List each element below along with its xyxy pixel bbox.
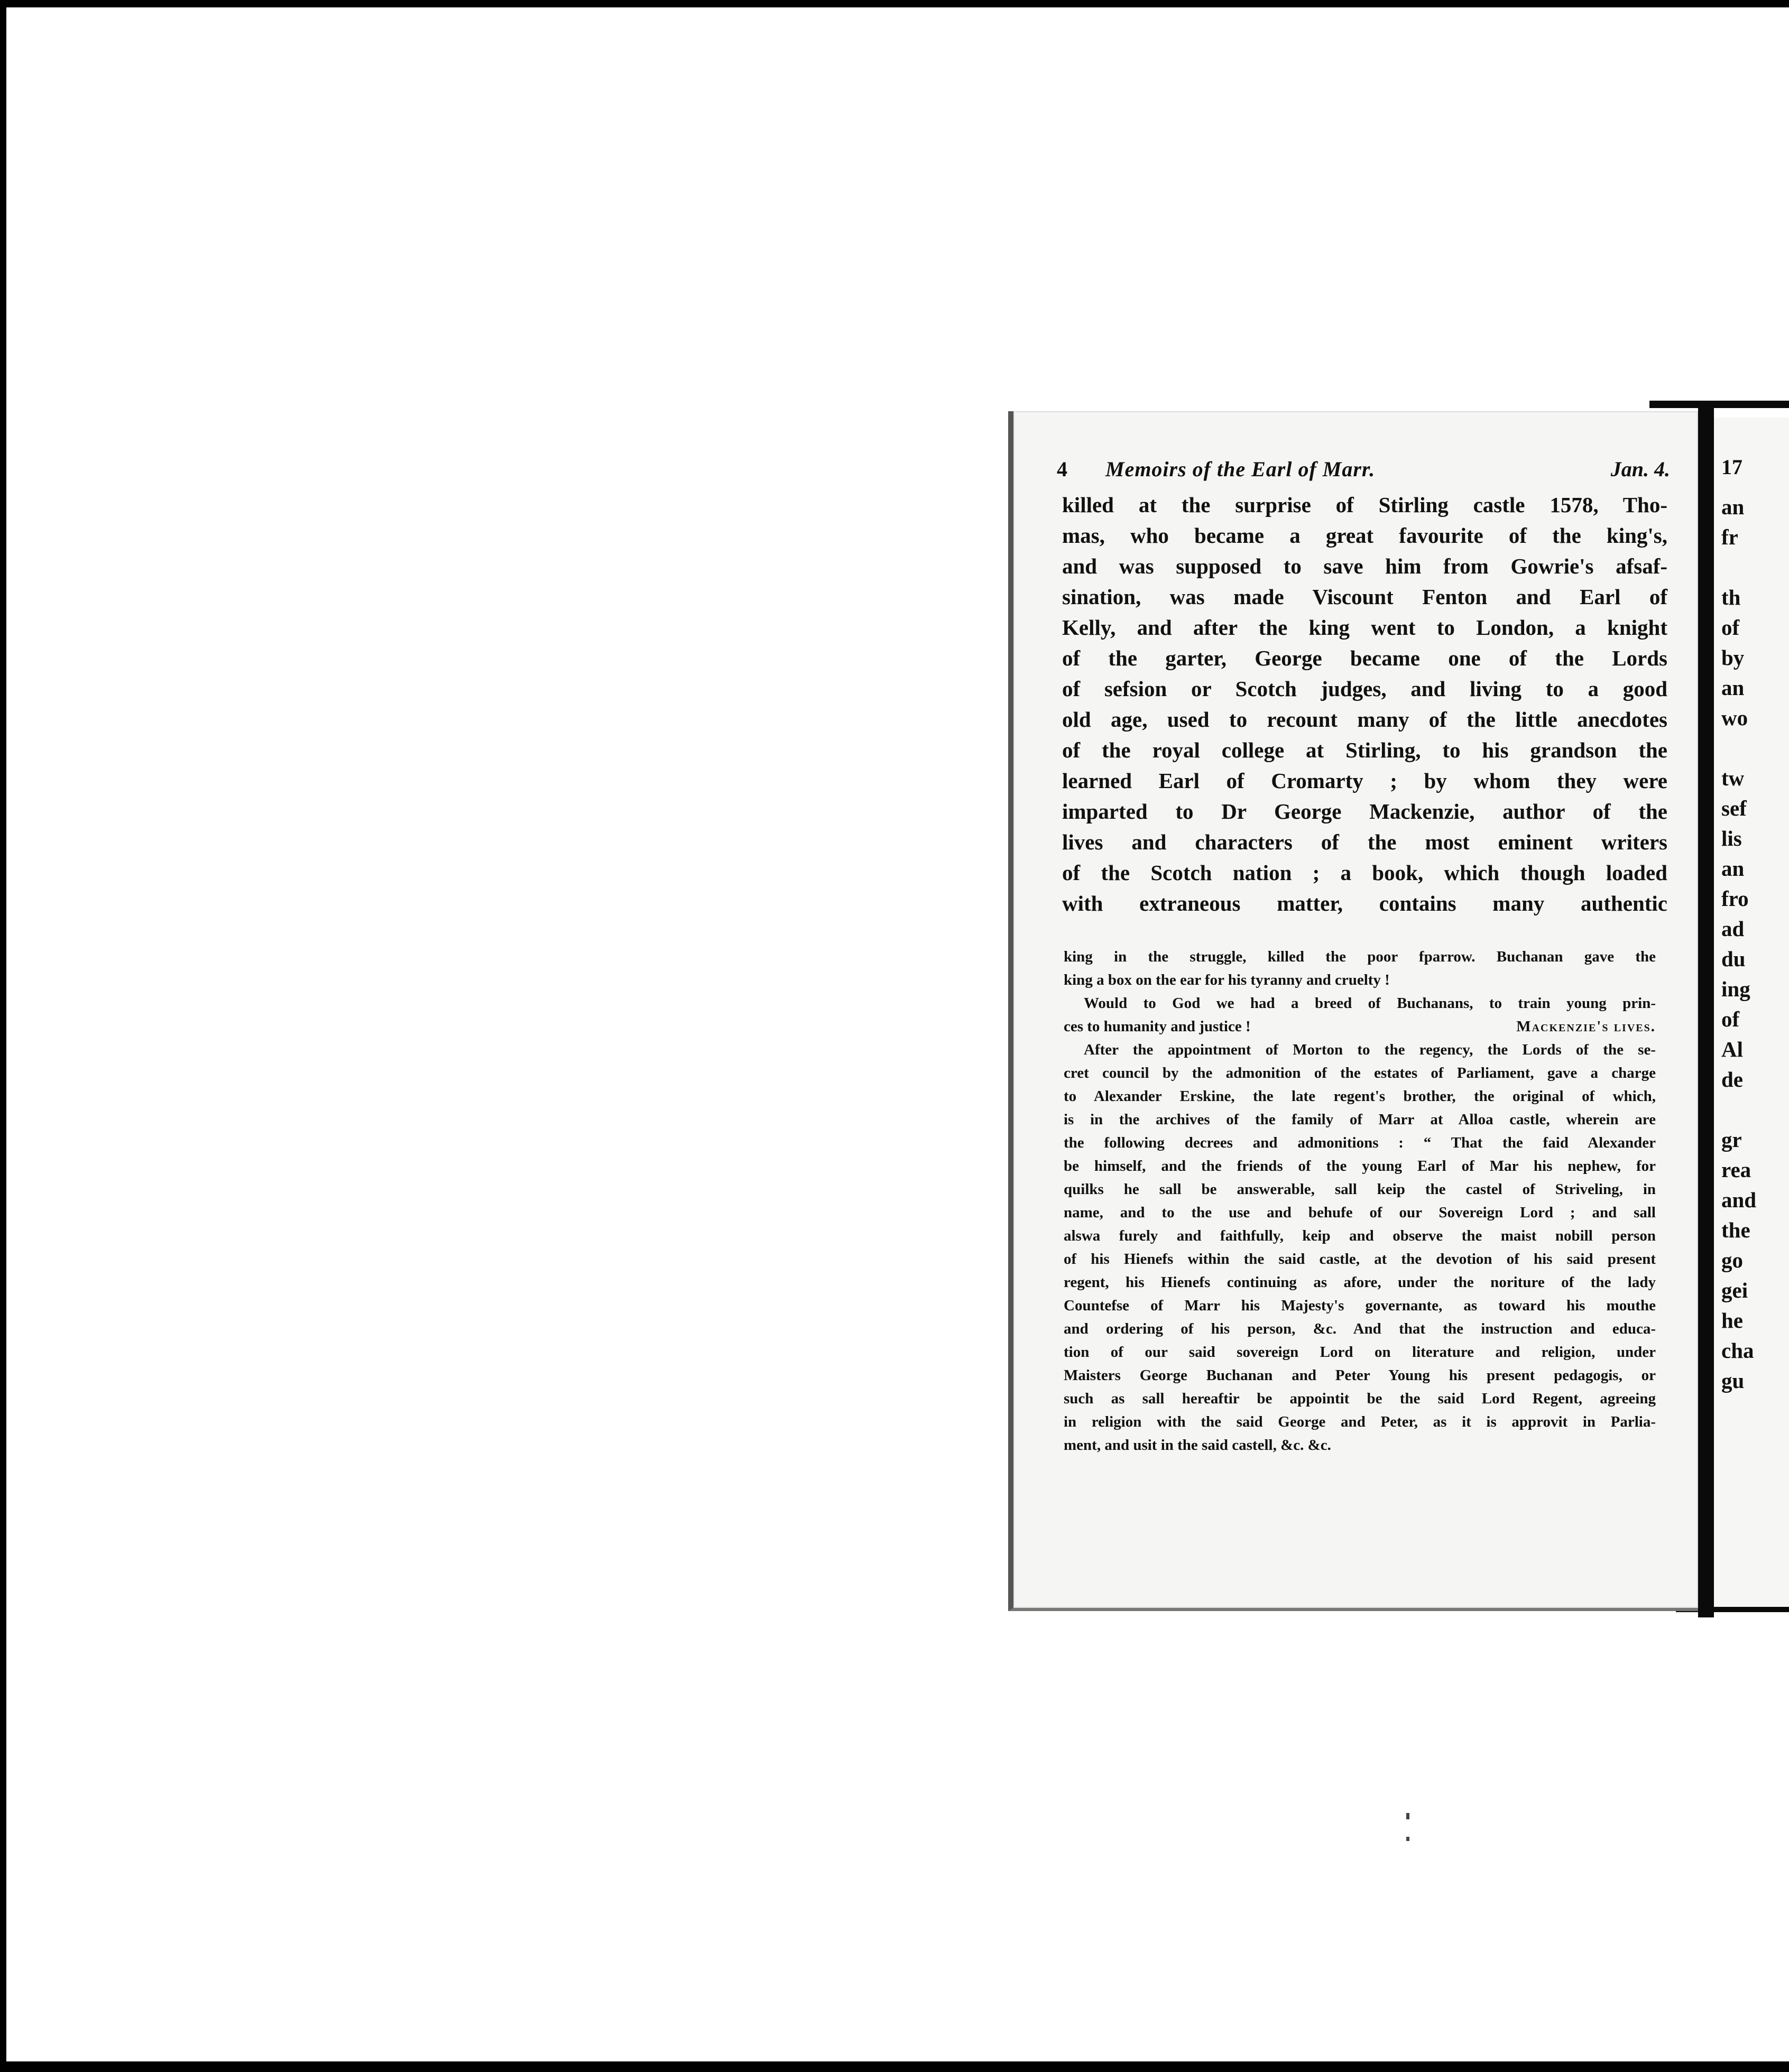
body-line: of the royal college at Stirling, to his grandson the [1062,738,1667,762]
note-line: and ordering of his person, &c. And that the instruction and educa- [1064,1320,1656,1337]
right-page-line: rea [1721,1158,1751,1182]
note-line: cret council by the admonition of the estates of Parliament, gave a charge [1064,1065,1656,1081]
note-line: king in the struggle, killed the poor fparrow. Buchanan gave the [1064,948,1656,965]
note-line: Would to God we had a breed of Buchanans, to train young prin- [1084,995,1656,1012]
running-title: Memoirs of the Earl of Marr. [1105,457,1376,481]
right-page-line: an [1721,676,1745,700]
body-line: of the garter, George became one of the Lords [1062,646,1667,670]
note-line: be himself, and the friends of the young Earl of Mar his nephew, for [1064,1158,1656,1174]
note-line: ment, and usit in the said castell, &c. &c. [1064,1437,1331,1454]
note-line: Countefse of Marr his Majesty's governante, as toward his mouthe [1064,1297,1656,1314]
book-spine [1698,402,1714,1617]
right-page-line: he [1721,1308,1743,1333]
note-line: regent, his Hienefs continuing as afore, under the noriture of the lady [1064,1274,1656,1291]
right-page-line: lis [1721,826,1742,850]
right-page-line: and [1721,1188,1757,1212]
right-page-line: Al [1721,1037,1743,1061]
note-line: alswa furely and faithfully, keip and observe the maist nobill person [1064,1227,1656,1244]
note-line: in religion with the said George and Peter, as it is approvit in Parlia- [1064,1413,1656,1430]
scan-border-bottom [0,2061,1789,2072]
right-page-line: du [1721,947,1746,971]
right-page-line: ing [1721,977,1750,1001]
right-page-line: the [1721,1218,1750,1242]
body-line: lives and characters of the most eminent writers [1062,830,1667,854]
body-line: of the Scotch nation ; a book, which though loaded [1062,861,1667,885]
right-page-line: gei [1721,1278,1748,1302]
body-line: mas, who became a great favourite of the king's, [1062,523,1667,548]
note-line: After the appointment of Morton to the regency, the Lords of the se- [1084,1041,1656,1058]
body-line: learned Earl of Cromarty ; by whom they were [1062,769,1667,793]
body-line: and was supposed to save him from Gowrie's afsaf- [1062,554,1667,578]
right-page-line: gu [1721,1368,1745,1393]
right-page-line: cha [1721,1338,1754,1363]
note-line: to Alexander Erskine, the late regent's brother, the original of which, [1064,1088,1656,1105]
right-page-line: de [1721,1067,1743,1092]
body-line: sination, was made Viscount Fenton and Earl of [1062,585,1667,609]
note-line: tion of our said sovereign Lord on literature and religion, under [1064,1344,1656,1361]
right-page-line: gr [1721,1127,1742,1152]
right-page-line: ad [1721,917,1745,941]
running-head [1057,457,1670,488]
right-page-line: sef [1721,796,1747,820]
note-line: name, and to the use and behufe of our Sovereign Lord ; and sall [1064,1204,1656,1221]
right-page-line: wo [1721,706,1748,730]
right-page-number: 17 [1721,455,1742,479]
stray-mark [1406,1837,1409,1841]
body-line: with extraneous matter, contains many authentic [1062,891,1667,915]
right-page-fragment [1714,418,1789,1607]
right-page-line: by [1721,645,1745,670]
right-page-line: go [1721,1248,1743,1272]
footnote [1064,945,1656,1457]
note-line: ces to humanity and justice ! [1064,1018,1251,1035]
body-line: killed at the surprise of Stirling castle 1578, Tho- [1062,493,1667,517]
scan-border-left [0,0,6,2072]
main-text [1062,489,1667,919]
right-page-line: th [1721,585,1741,609]
stray-mark [1406,1813,1409,1819]
note-line: king a box on the ear for his tyranny and cruelty ! [1064,972,1390,988]
body-line: imparted to Dr George Mackenzie, author of the [1062,799,1667,824]
note-line: is in the archives of the family of Marr at Alloa castle, wherein are [1064,1111,1656,1128]
right-page-line: fro [1721,886,1749,911]
body-line: Kelly, and after the king went to London, a knight [1062,615,1667,640]
right-page-line: of [1721,1007,1740,1031]
body-line: of sefsion or Scotch judges, and living to a good [1062,677,1667,701]
right-page-line: an [1721,856,1745,881]
body-line: old age, used to recount many of the little anecdotes [1062,707,1667,732]
left-page [1008,411,1698,1611]
scan-border-top [0,0,1789,7]
note-line: such as sall hereaftir be appointit be the said Lord Regent, agreeing [1064,1390,1656,1407]
note-signature-line [1064,1015,1656,1038]
running-date: Jan. 4. [1610,457,1670,481]
note-line: the following decrees and admonitions : “ That the faid Alexander [1064,1134,1656,1151]
note-attribution: Mackenzie's lives. [1516,1018,1656,1035]
right-page-line: fr [1721,525,1738,549]
page-number: 4 [1057,457,1067,481]
note-line: quilks he sall be answerable, sall keip the castel of Striveling, in [1064,1181,1656,1198]
binding-top-edge [1649,401,1789,408]
note-line: Maisters George Buchanan and Peter Young his present pedagogis, or [1064,1367,1656,1384]
note-line: of his Hienefs within the said castle, at the devotion of his said present [1064,1251,1656,1268]
right-page-line: an [1721,495,1745,519]
right-page-line: tw [1721,766,1745,790]
right-page-line: of [1721,615,1740,640]
